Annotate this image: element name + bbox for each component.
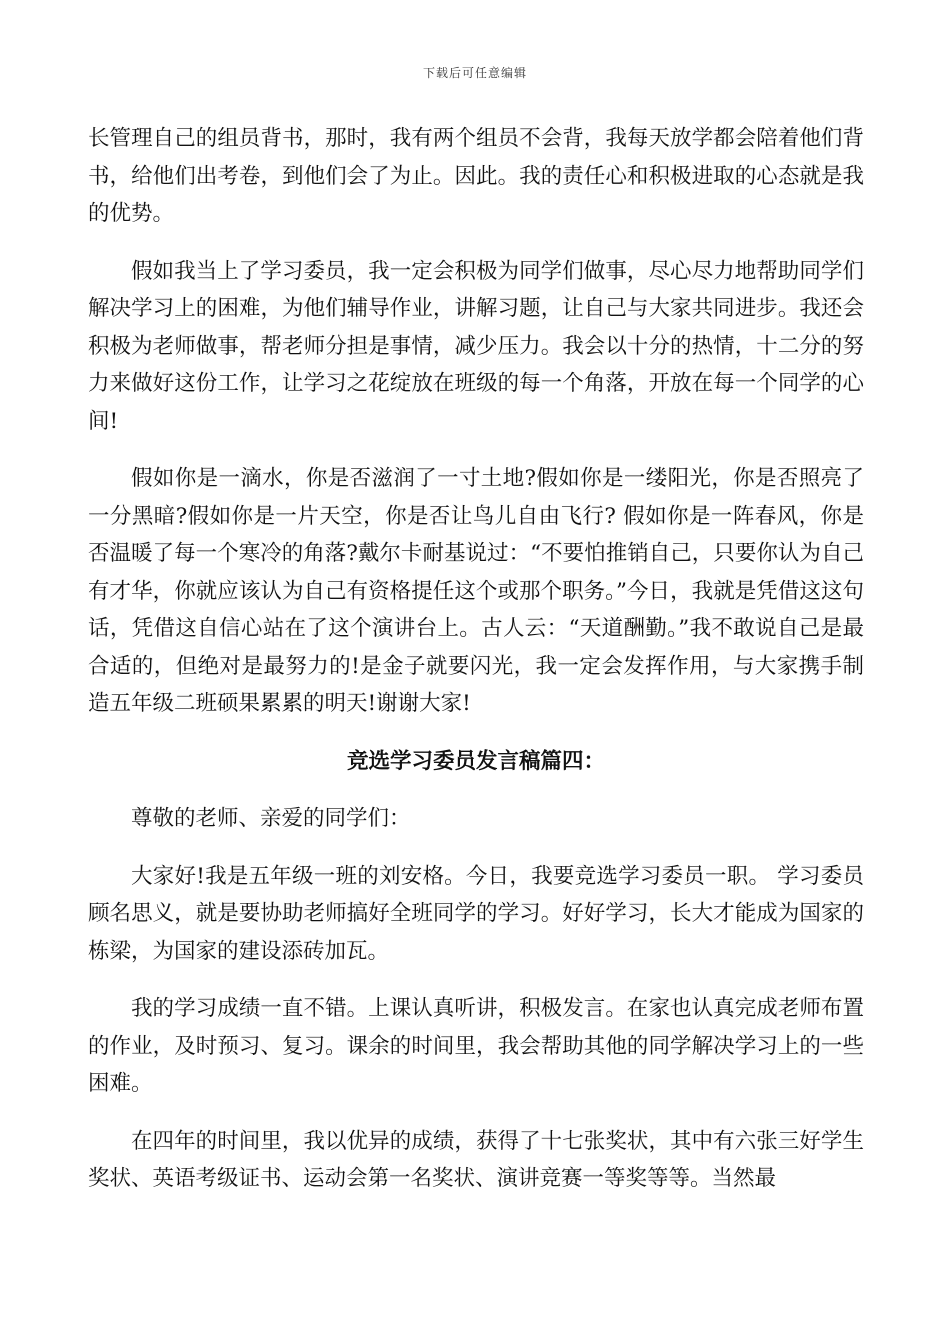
- paragraph-introduction: 大家好!我是五年级一班的刘安格。今日，我要竞选学习委员一职。 学习委员顾名思义，就是要协助老师搞好全班同学的学习。好好学习，长大才能成为国家的栋梁，为国家的建设添砖加瓦。: [88, 863, 864, 964]
- paragraph-metaphor: 假如你是一滴水，你是否滋润了一寸土地?假如你是一缕阳光，你是否照亮了一分黑暗?假如你是一片天空，你是否让鸟儿自由飞行? 假如你是一阵春风，你是否温暖了每一个寒冷的角落?戴尔卡耐基说过：“不要怕推销自己，只要你认为自己有才华，你就应该认为自己有资格提任这个或那个职务。”今日，我就是凭借这这句话，凭借这自信心站在了这个演讲台上。古人云：“天道酬勤。”我不敢说自己是最合适的，但绝对是最努力的!是金子就要闪光，我一定会发挥作用，与大家携手制造五年级二班硕果累累的明天!谢谢大家!: [88, 466, 864, 716]
- document-body: [88, 120, 864, 1218]
- paragraph-continuation: 长管理自己的组员背书，那时，我有两个组员不会背，我每天放学都会陪着他们背书，给他们出考卷，到他们会了为止。因此。我的责任心和积极进取的心态就是我的优势。: [88, 126, 864, 226]
- paragraph-pledge: 假如我当上了学习委员，我一定会积极为同学们做事，尽心尽力地帮助同学们解决学习上的困难，为他们辅导作业，讲解习题，让自己与大家共同进步。我还会积极为老师做事，帮老师分担是事情，减少压力。我会以十分的热情，十二分的努力来做好这份工作，让学习之花绽放在班级的每一个角落，开放在每一个同学的心间!: [88, 258, 864, 434]
- paragraph-salutation: 尊敬的老师、亲爱的同学们：: [131, 806, 411, 831]
- section-heading: 竞选学习委员发言稿篇四：: [346, 748, 605, 774]
- page-header: 下载后可任意编辑: [422, 66, 527, 80]
- paragraph-grades: 我的学习成绩一直不错。上课认真听讲，积极发言。在家也认真完成老师布置的作业，及时预习、复习。课余的时间里，我会帮助其他的同学解决学习上的一些困难。: [88, 996, 864, 1096]
- paragraph-awards: 在四年的时间里，我以优异的成绩，获得了十七张奖状，其中有六张三好学生奖状、英语考级证书、运动会第一名奖状、演讲竞赛一等奖等等。当然最: [88, 1128, 864, 1191]
